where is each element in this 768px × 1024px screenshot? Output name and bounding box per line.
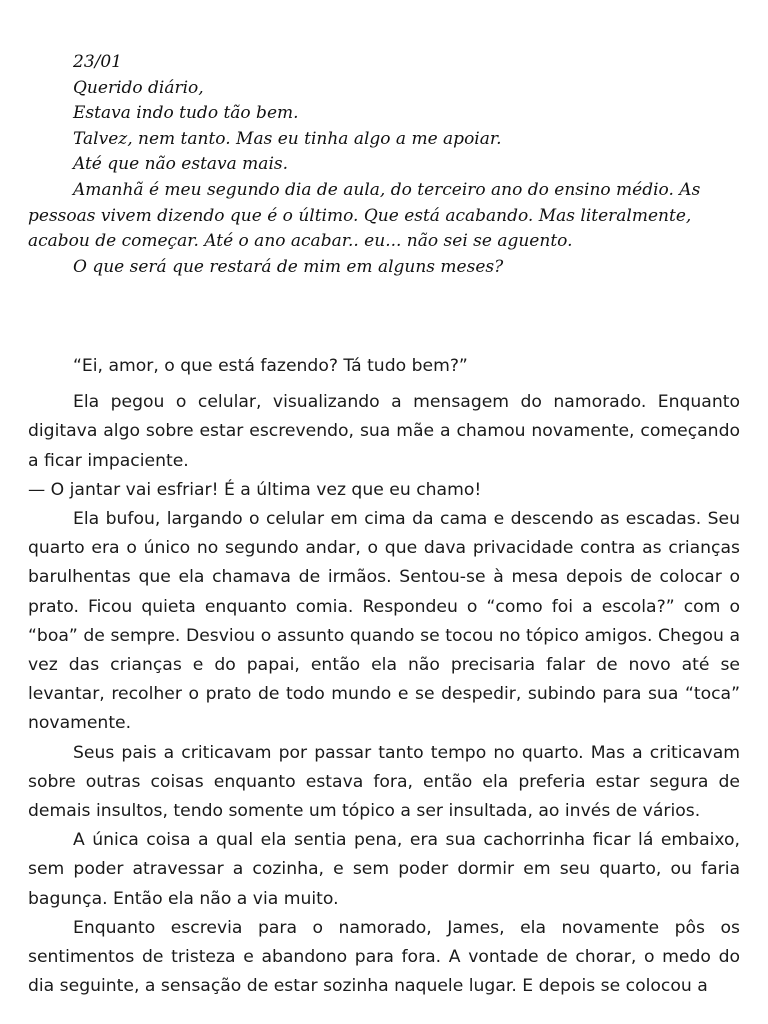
diary-line: O que será que restará de mim em alguns meses? [73, 256, 504, 277]
story-paragraph: “Ei, amor, o que está fazendo? Tá tudo bem?” [73, 356, 468, 376]
diary-date: 23/01 [73, 52, 122, 72]
diary-paragraph: Amanhã é meu segundo dia de aula, do terceiro ano do ensino médio. As pessoas vivem dizendo que é o último. Que está acabando. Mas literalmente, acabou de começar. Até o ano acabar.. eu... não sei se aguento. [28, 179, 701, 252]
story-paragraph: Seus pais a criticavam por passar tanto tempo no quarto. Mas a criticavam sobre outras coisas enquanto estava fora, então ela preferia estar segura de demais insultos, tendo somente um tópico a ser insultada, ao invés de vários. [28, 742, 740, 822]
diary-line: Talvez, nem tanto. Mas eu tinha algo a me apoiar. [73, 128, 502, 149]
story-paragraph: A única coisa a qual ela sentia pena, era sua cachorrinha ficar lá embaixo, sem poder atravessar a cozinha, e sem poder dormir em seu quarto, ou faria bagunça. Então ela não a via muito. [28, 830, 740, 909]
diary-entry [28, 50, 750, 280]
story-dialogue: — O jantar vai esfriar! É a última vez que eu chamo! [28, 479, 482, 500]
diary-line: Estava indo tudo tão bem. [73, 103, 299, 124]
story-text [28, 352, 740, 1001]
story-paragraph: Ela pegou o celular, visualizando a mensagem do namorado. Enquanto digitava algo sobre estar escrevendo, sua mãe a chamou novamente, começando a ficar impaciente. [28, 392, 740, 471]
diary-line: Até que não estava mais. [73, 154, 289, 175]
diary-greeting: Querido diário, [73, 77, 204, 98]
story-paragraph: Enquanto escrevia para o namorado, James, ela novamente pôs os sentimentos de tristeza e abandono para fora. A vontade de chorar, o medo do dia seguinte, a sensação de estar sozinha naquele lugar. E depois se colocou a [28, 917, 740, 997]
story-paragraph: Ela bufou, largando o celular em cima da cama e descendo as escadas. Seu quarto era o único no segundo andar, o que dava privacidade contra as crianças barulhentas que ela chamava de irmãos. Sentou-se à mesa depois de colocar o prato. Ficou quieta enquanto comia. Respondeu o “como foi a escola?” com o “boa” de sempre. Desviou o assunto quando se tocou no tópico amigos. Chegou a vez das crianças e do papai, então ela não precisaria falar de novo até se levantar, recolher o prato de todo mundo e se despedir, subindo para sua “toca” novamente. [28, 509, 740, 734]
